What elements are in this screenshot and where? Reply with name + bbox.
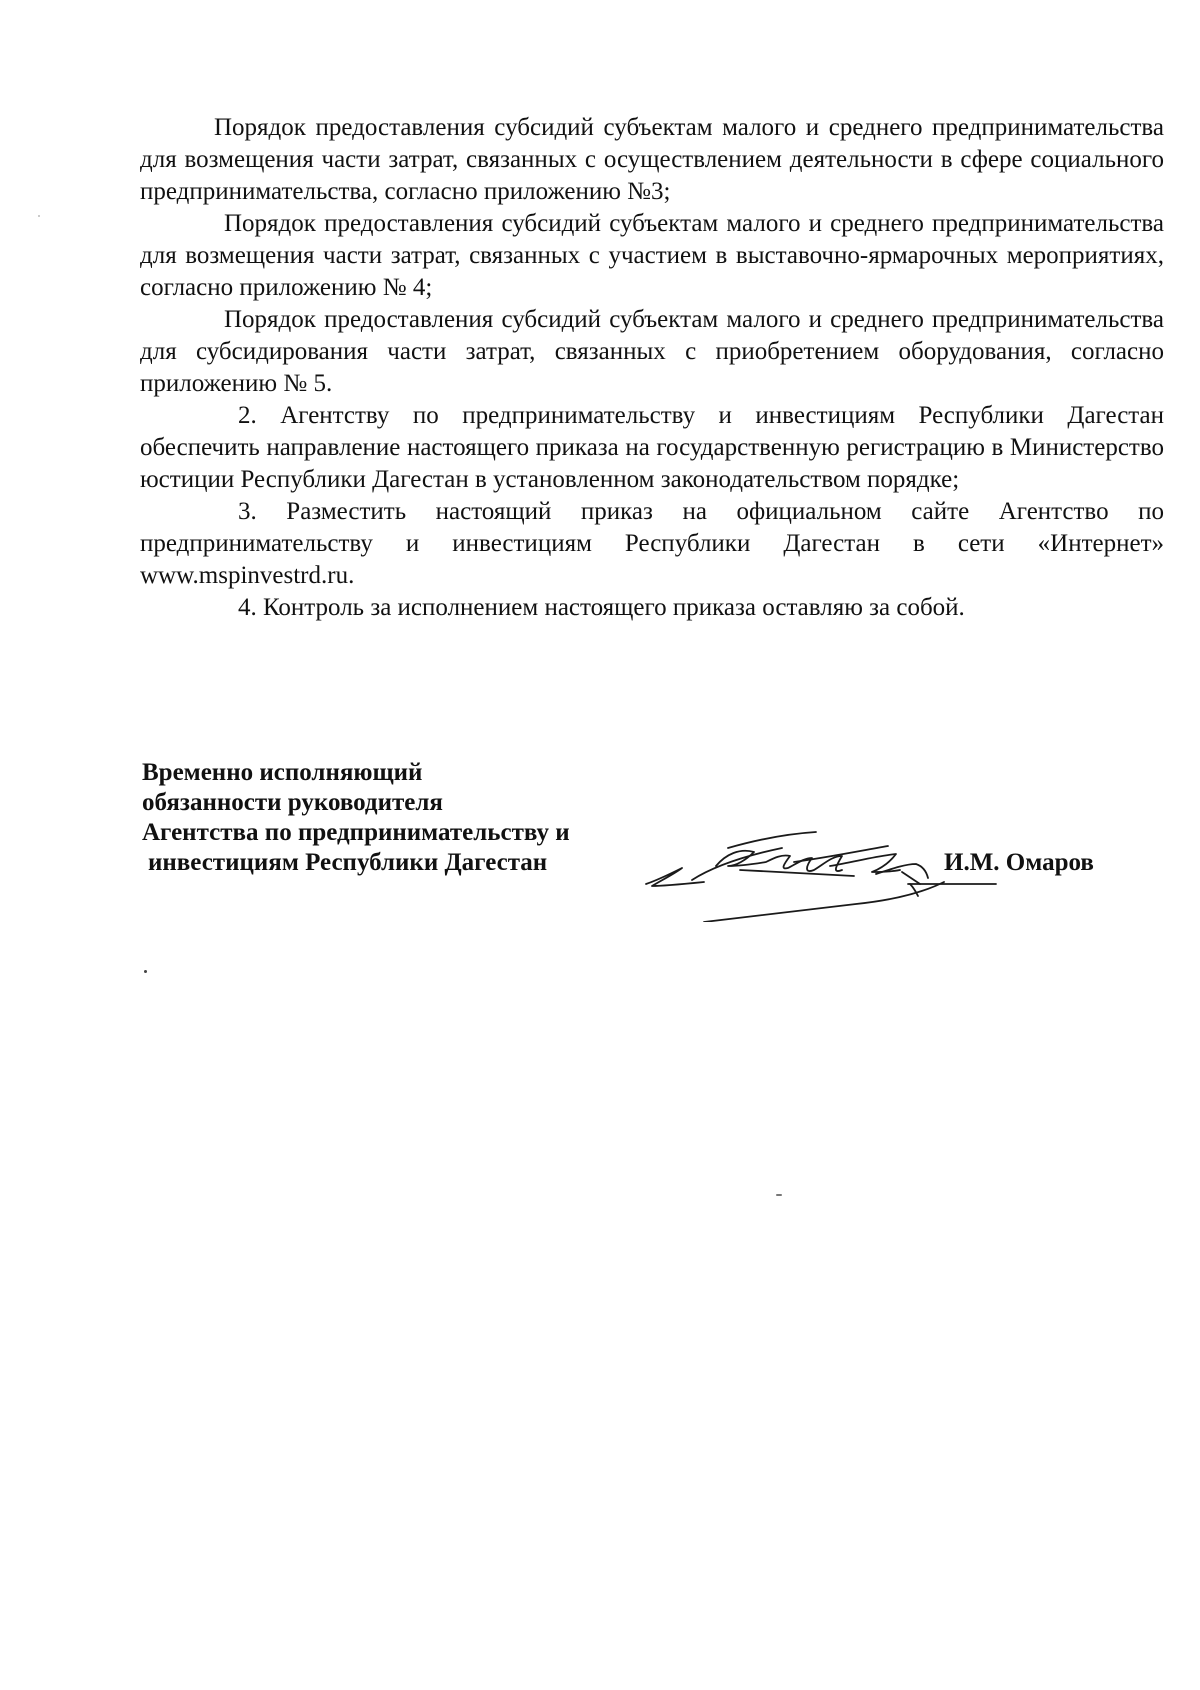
signatory-title-line: инвестициям Республики Дагестан	[148, 849, 548, 876]
scan-speck	[38, 215, 40, 217]
signatory-title-line: Временно исполняющий	[142, 759, 423, 786]
signatory-title-line: обязанности руководителя	[142, 789, 443, 816]
scan-speck	[144, 970, 147, 973]
paragraph-item-2-registration: 2. Агентству по предпринимательству и инвестициям Республики Дагестан обеспечить направление настоящего приказа на государственную регистрацию в Министерство юстиции Республики Дагестан в установленном законодательством порядке;	[140, 402, 1164, 493]
paragraph-item-4-control: 4. Контроль за исполнением настоящего приказа оставляю за собой.	[238, 594, 965, 621]
document-body	[140, 112, 1164, 624]
signatory-title-block	[142, 758, 662, 878]
signatory-title-line: Агентства по предпринимательству и	[142, 819, 570, 846]
signer-name: И.М. Омаров	[944, 849, 1094, 876]
paragraph-subsidy-order-4: Порядок предоставления субсидий субъектам малого и среднего предпринимательства для возмещения части затрат, связанных с участием в выставочно-ярмарочных мероприятиях, согласно приложению № 4;	[140, 210, 1164, 301]
paragraph-subsidy-order-5: Порядок предоставления субсидий субъектам малого и среднего предпринимательства для субсидирования части затрат, связанных с приобретением оборудования, согласно приложению № 5.	[140, 306, 1164, 397]
scan-speck	[776, 1194, 782, 1196]
paragraph-subsidy-order-3: Порядок предоставления субсидий субъектам малого и среднего предпринимательства для возмещения части затрат, связанных с осуществлением деятельности в сфере социального предпринимательства, согласно приложению №3;	[140, 114, 1164, 205]
paragraph-item-3-publication: 3. Разместить настоящий приказ на официальном сайте Агентство по предпринимательству и инвестициям Республики Дагестан в сети «Интернет» www.mspinvestrd.ru.	[140, 498, 1164, 589]
